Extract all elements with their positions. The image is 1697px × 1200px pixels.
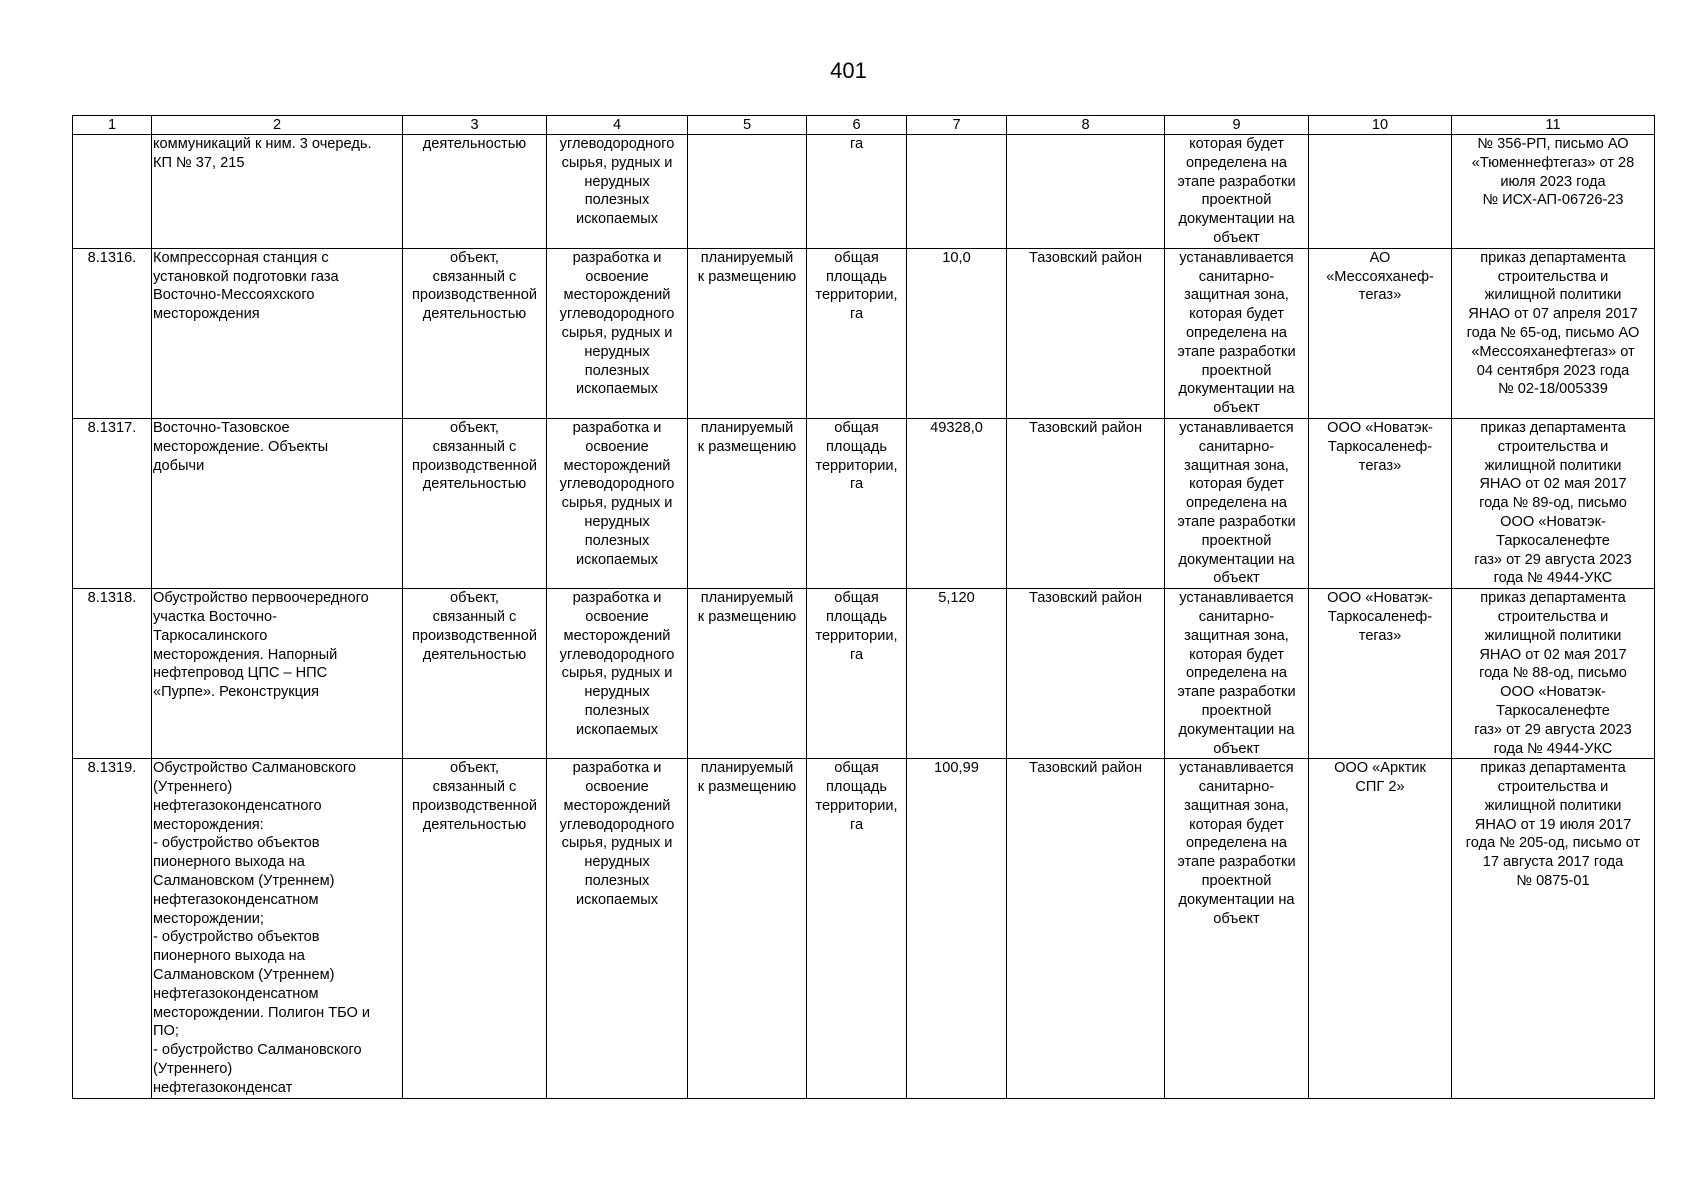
cell-object-type: объект, связанный с производственной деятельностью	[403, 759, 547, 1099]
cell-zone: которая будет определена на этапе разработки проектной документации на объект	[1165, 135, 1309, 249]
cell-zone: устанавливается санитарно- защитная зона, которая будет определена на этапе разработки проектной документации на объект	[1165, 589, 1309, 759]
cell-location	[1007, 135, 1165, 249]
page-number: 401	[830, 58, 867, 83]
header-cell-2: 2	[152, 116, 403, 135]
cell-object-name: Компрессорная станция с установкой подготовки газа Восточно-Мессояхского месторождения	[152, 248, 403, 418]
cell-characteristic: га	[807, 135, 907, 249]
cell-object-type: объект, связанный с производственной деятельностью	[403, 589, 547, 759]
cell-location: Тазовский район	[1007, 248, 1165, 418]
cell-value: 10,0	[907, 248, 1007, 418]
cell-value: 100,99	[907, 759, 1007, 1099]
table-row	[73, 418, 1655, 588]
cell-characteristic: общая площадь территории, га	[807, 759, 907, 1099]
cell-object-type: объект, связанный с производственной деятельностью	[403, 248, 547, 418]
cell-number: 8.1319.	[73, 759, 152, 1099]
cell-characteristic: общая площадь территории, га	[807, 589, 907, 759]
cell-number: 8.1317.	[73, 418, 152, 588]
cell-basis: приказ департамента строительства и жилищной политики ЯНАО от 02 мая 2017 года № 88-од, письмо ООО «Новатэк- Таркосаленефте газ» от 29 августа 2023 года № 4944-УКС	[1452, 589, 1655, 759]
table-row	[73, 135, 1655, 249]
header-cell-8: 8	[1007, 116, 1165, 135]
table-row	[73, 248, 1655, 418]
cell-number: 8.1316.	[73, 248, 152, 418]
cell-organization: АО «Мессояханеф- тегаз»	[1309, 248, 1452, 418]
header-cell-6: 6	[807, 116, 907, 135]
cell-object-name: коммуникаций к ним. 3 очередь. КП № 37, 215	[152, 135, 403, 249]
table-row	[73, 589, 1655, 759]
cell-value: 5,120	[907, 589, 1007, 759]
cell-status	[688, 135, 807, 249]
header-cell-7: 7	[907, 116, 1007, 135]
header-cell-9: 9	[1165, 116, 1309, 135]
header-cell-1: 1	[73, 116, 152, 135]
cell-status: планируемый к размещению	[688, 589, 807, 759]
cell-zone: устанавливается санитарно- защитная зона, которая будет определена на этапе разработки проектной документации на объект	[1165, 759, 1309, 1099]
cell-number	[73, 135, 152, 249]
cell-object-name: Обустройство Салмановского (Утреннего) нефтегазоконденсатного месторождения: - обустройство объектов пионерного выхода на Салмановском (Утреннем) нефтегазоконденсатном месторождении; - обустройство объектов пионерного выхода на Салмановском (Утреннем) нефтегазоконденсатном месторождении. Полигон ТБО и ПО; - обустройство Салмановского (Утреннего) нефтегазоконденсат	[152, 759, 403, 1099]
cell-location: Тазовский район	[1007, 759, 1165, 1099]
cell-value	[907, 135, 1007, 249]
header-cell-11: 11	[1452, 116, 1655, 135]
cell-location: Тазовский район	[1007, 418, 1165, 588]
cell-status: планируемый к размещению	[688, 418, 807, 588]
cell-location: Тазовский район	[1007, 589, 1165, 759]
header-cell-5: 5	[688, 116, 807, 135]
cell-object-type: деятельностью	[403, 135, 547, 249]
cell-zone: устанавливается санитарно- защитная зона, которая будет определена на этапе разработки проектной документации на объект	[1165, 248, 1309, 418]
cell-status: планируемый к размещению	[688, 248, 807, 418]
cell-purpose: углеводородного сырья, рудных и нерудных полезных ископаемых	[547, 135, 688, 249]
cell-basis: № 356-РП, письмо АО «Тюменнефтегаз» от 28 июля 2023 года № ИСХ-АП-06726-23	[1452, 135, 1655, 249]
header-row	[73, 116, 1655, 135]
cell-zone: устанавливается санитарно- защитная зона, которая будет определена на этапе разработки проектной документации на объект	[1165, 418, 1309, 588]
cell-number: 8.1318.	[73, 589, 152, 759]
cell-organization: ООО «Новатэк- Таркосаленеф- тегаз»	[1309, 589, 1452, 759]
cell-characteristic: общая площадь территории, га	[807, 248, 907, 418]
cell-organization: ООО «Новатэк- Таркосаленеф- тегаз»	[1309, 418, 1452, 588]
cell-purpose: разработка и освоение месторождений углеводородного сырья, рудных и нерудных полезных ископаемых	[547, 759, 688, 1099]
cell-purpose: разработка и освоение месторождений углеводородного сырья, рудных и нерудных полезных ископаемых	[547, 589, 688, 759]
header-cell-3: 3	[403, 116, 547, 135]
cell-organization: ООО «Арктик СПГ 2»	[1309, 759, 1452, 1099]
cell-status: планируемый к размещению	[688, 759, 807, 1099]
cell-purpose: разработка и освоение месторождений углеводородного сырья, рудных и нерудных полезных ископаемых	[547, 418, 688, 588]
register-table	[72, 115, 1655, 1099]
cell-object-name: Восточно-Тазовское месторождение. Объекты добычи	[152, 418, 403, 588]
cell-object-type: объект, связанный с производственной деятельностью	[403, 418, 547, 588]
cell-organization	[1309, 135, 1452, 249]
header-cell-10: 10	[1309, 116, 1452, 135]
cell-basis: приказ департамента строительства и жилищной политики ЯНАО от 07 апреля 2017 года № 65-од, письмо АО «Мессояханефтегаз» от 04 сентября 2023 года № 02-18/005339	[1452, 248, 1655, 418]
cell-basis: приказ департамента строительства и жилищной политики ЯНАО от 02 мая 2017 года № 89-од, письмо ООО «Новатэк- Таркосаленефте газ» от 29 августа 2023 года № 4944-УКС	[1452, 418, 1655, 588]
cell-object-name: Обустройство первоочередного участка Восточно- Таркосалинского месторождения. Напорный нефтепровод ЦПС – НПС «Пурпе». Реконструкция	[152, 589, 403, 759]
cell-value: 49328,0	[907, 418, 1007, 588]
header-cell-4: 4	[547, 116, 688, 135]
cell-basis: приказ департамента строительства и жилищной политики ЯНАО от 19 июля 2017 года № 205-од, письмо от 17 августа 2017 года № 0875-01	[1452, 759, 1655, 1099]
cell-characteristic: общая площадь территории, га	[807, 418, 907, 588]
table-row	[73, 759, 1655, 1099]
cell-purpose: разработка и освоение месторождений углеводородного сырья, рудных и нерудных полезных ископаемых	[547, 248, 688, 418]
